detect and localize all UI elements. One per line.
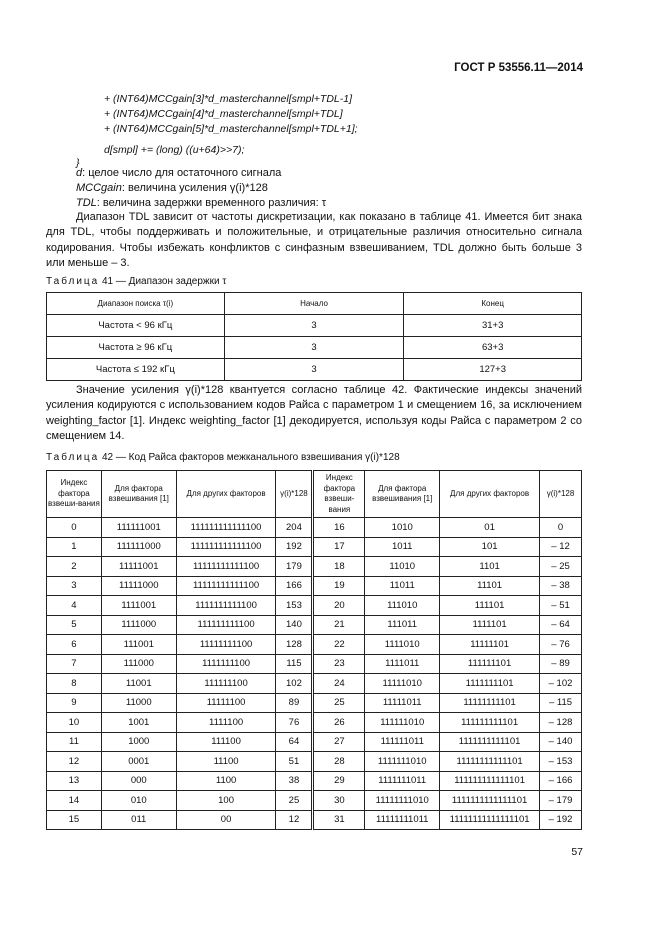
table-cell: – 192: [540, 810, 582, 830]
table-row: [47, 693, 582, 713]
table-row: [47, 713, 582, 733]
table-header-cell: Для фактора взвешивания [1]: [365, 471, 440, 518]
table-cell: 18: [313, 557, 365, 577]
table-cell: – 76: [540, 635, 582, 655]
table-cell: 1: [47, 537, 102, 557]
table-cell: 19: [313, 576, 365, 596]
table-header-cell: Диапазон поиска τ(i): [47, 293, 225, 315]
table-cell: 1001: [101, 713, 176, 733]
table-cell: 14: [47, 791, 102, 811]
table-cell: 30: [313, 791, 365, 811]
table-row: [47, 615, 582, 635]
table-cell: 01: [440, 518, 540, 538]
table-cell: 3: [224, 315, 404, 337]
code-line: }: [76, 157, 80, 169]
document-header: ГОСТ Р 53556.11—2014: [454, 62, 583, 74]
table-cell: 89: [276, 693, 313, 713]
table-cell: – 140: [540, 732, 582, 752]
table-cell: 1111000: [101, 615, 176, 635]
table-cell: 111101: [440, 596, 540, 616]
table-cell: 0: [47, 518, 102, 538]
table42-caption: Таблица 42 — Код Райса факторов межканального взвешивания γ(i)*128: [46, 452, 400, 463]
table-cell: 127+3: [404, 359, 582, 381]
table-cell: 11010: [365, 557, 440, 577]
table-cell: 1101: [440, 557, 540, 577]
code-line: + (INT64)MCCgain[3]*d_masterchannel[smpl+TDL-1]: [104, 93, 353, 105]
table-cell: 17: [313, 537, 365, 557]
table-row: [47, 576, 582, 596]
table-cell: – 102: [540, 674, 582, 694]
table-cell: 128: [276, 635, 313, 655]
table-cell: 1111111111100: [176, 596, 276, 616]
table-cell: – 64: [540, 615, 582, 635]
table-cell: 1011: [365, 537, 440, 557]
table-cell: 179: [276, 557, 313, 577]
table-cell: Частота < 96 кГц: [47, 315, 225, 337]
table-cell: 111100: [176, 732, 276, 752]
table-header-row: [47, 471, 582, 518]
table-row: [47, 359, 582, 381]
table-cell: – 25: [540, 557, 582, 577]
table-42: [46, 470, 582, 830]
table-cell: 1111011: [365, 654, 440, 674]
table-cell: 31: [313, 810, 365, 830]
table-cell: – 51: [540, 596, 582, 616]
table-cell: 11111111111100: [176, 576, 276, 596]
table-cell: 111001: [101, 635, 176, 655]
table-cell: 76: [276, 713, 313, 733]
table-cell: 1111111111111101: [440, 791, 540, 811]
table-cell: 111111101: [440, 654, 540, 674]
table-row: [47, 557, 582, 577]
table-cell: 11111011: [365, 693, 440, 713]
table-cell: – 38: [540, 576, 582, 596]
table-cell: – 128: [540, 713, 582, 733]
code-line: + (INT64)MCCgain[4]*d_masterchannel[smpl+TDL]: [104, 108, 343, 120]
table-cell: 11111001: [101, 557, 176, 577]
table-cell: 1100: [176, 771, 276, 791]
table-cell: 26: [313, 713, 365, 733]
table-row: [47, 635, 582, 655]
table-cell: 5: [47, 615, 102, 635]
table-cell: 11111111111111101: [440, 810, 540, 830]
table-cell: 011: [101, 810, 176, 830]
table-cell: 1111100: [176, 713, 276, 733]
table-header-cell: Для фактора взвешивания [1]: [101, 471, 176, 518]
table-cell: 166: [276, 576, 313, 596]
table-row: [47, 810, 582, 830]
table-cell: – 179: [540, 791, 582, 811]
table-header-cell: γ(i)*128: [276, 471, 313, 518]
table-cell: 38: [276, 771, 313, 791]
table-cell: 3: [224, 359, 404, 381]
table-cell: 0: [540, 518, 582, 538]
table-cell: 27: [313, 732, 365, 752]
table-cell: Частота ≤ 192 кГц: [47, 359, 225, 381]
table-cell: 010: [101, 791, 176, 811]
table-cell: 28: [313, 752, 365, 772]
table-cell: 111011: [365, 615, 440, 635]
table-cell: 1111111111101: [440, 732, 540, 752]
table-cell: 15: [47, 810, 102, 830]
table-cell: 11100: [176, 752, 276, 772]
table-cell: 11111101: [440, 635, 540, 655]
table-cell: – 12: [540, 537, 582, 557]
table-row: [47, 732, 582, 752]
table-cell: 23: [313, 654, 365, 674]
table-cell: 111010: [365, 596, 440, 616]
table-row: [47, 791, 582, 811]
table-row: [47, 315, 582, 337]
table-cell: 24: [313, 674, 365, 694]
table-cell: 11111100: [176, 693, 276, 713]
table-cell: 3: [47, 576, 102, 596]
table-cell: 102: [276, 674, 313, 694]
table-cell: 11: [47, 732, 102, 752]
definition-d: d: целое число для остаточного сигнала: [76, 167, 282, 179]
table-header-cell: Индекс фактора взвеши-вания: [313, 471, 365, 518]
table-cell: 1111111100: [176, 654, 276, 674]
table-cell: 153: [276, 596, 313, 616]
table-cell: 25: [276, 791, 313, 811]
table-row: [47, 518, 582, 538]
table-cell: 11111111100: [176, 635, 276, 655]
table-cell: 9: [47, 693, 102, 713]
table-cell: 11000: [101, 693, 176, 713]
table-cell: 11111111111100: [176, 557, 276, 577]
table-header-cell: Начало: [224, 293, 404, 315]
paragraph-tdl-range: Диапазон TDL зависит от частоты дискретизации, как показано в таблице 41. Имеется бит знака для TDL, чтобы поддерживать и положительные, и отрицательные различия относительно сигнала кодирования. Чтобы избежать конфликтов с синфазным взвешиванием, TDL должно быть больше 3 или меньше – 3.: [46, 211, 582, 269]
table-cell: 11111111101: [440, 693, 540, 713]
table-cell: 00: [176, 810, 276, 830]
table-cell: 11101: [440, 576, 540, 596]
table-cell: 11011: [365, 576, 440, 596]
table-row: [47, 596, 582, 616]
table-cell: 111111111100: [176, 615, 276, 635]
table-header-row: [47, 293, 582, 315]
table-cell: 12: [47, 752, 102, 772]
table-header-cell: Индекс фактора взвеши-вания: [47, 471, 102, 518]
table-cell: 1111101: [440, 615, 540, 635]
code-line: + (INT64)MCCgain[5]*d_masterchannel[smpl+TDL+1];: [104, 123, 358, 135]
table-cell: 25: [313, 693, 365, 713]
table-cell: 1111001: [101, 596, 176, 616]
table-header-cell: Для других факторов: [176, 471, 276, 518]
table-cell: 11111111111101: [440, 752, 540, 772]
table-cell: 63+3: [404, 337, 582, 359]
table-cell: 111111001: [101, 518, 176, 538]
table-cell: 20: [313, 596, 365, 616]
table-header-cell: Для других факторов: [440, 471, 540, 518]
table-cell: 11111000: [101, 576, 176, 596]
table-cell: 1111111010: [365, 752, 440, 772]
table-cell: 64: [276, 732, 313, 752]
table-row: [47, 771, 582, 791]
table-cell: – 89: [540, 654, 582, 674]
table-cell: 111111111101: [440, 713, 540, 733]
table-cell: 31+3: [404, 315, 582, 337]
table41-caption: Таблица 41 — Диапазон задержки τ: [46, 276, 227, 287]
table-cell: 1000: [101, 732, 176, 752]
table-header-cell: γ(i)*128: [540, 471, 582, 518]
table-row: [47, 537, 582, 557]
table-cell: 111111111111100: [176, 518, 276, 538]
paragraph-gain-quantization: Значение усиления γ(i)*128 квантуется согласно таблице 42. Фактические индексы значений усиления кодируются с использованием кодов Райса с параметром 1 и смещением 16, за исключением weighting_factor [1]. Индекс weighting_factor [1] декодируется, используя коды Райса с параметром 2 со смещением 14.: [46, 384, 582, 442]
table-cell: – 166: [540, 771, 582, 791]
table-cell: 11001: [101, 674, 176, 694]
table-cell: 12: [276, 810, 313, 830]
table-cell: 10: [47, 713, 102, 733]
table-cell: 111111111111100: [176, 537, 276, 557]
table-cell: 111111000: [101, 537, 176, 557]
table-cell: 1111010: [365, 635, 440, 655]
table-row: [47, 674, 582, 694]
table-row: [47, 752, 582, 772]
table-cell: 1010: [365, 518, 440, 538]
table-cell: 192: [276, 537, 313, 557]
table-cell: 111111100: [176, 674, 276, 694]
definition-tdl: TDL: величина задержки временного различия: τ: [76, 197, 327, 209]
table-cell: 111111111111101: [440, 771, 540, 791]
table-cell: 1111111101: [440, 674, 540, 694]
table-cell: 3: [224, 337, 404, 359]
table-cell: 2: [47, 557, 102, 577]
table-cell: Частота ≥ 96 кГц: [47, 337, 225, 359]
table-cell: 7: [47, 654, 102, 674]
table-cell: 100: [176, 791, 276, 811]
table-cell: 29: [313, 771, 365, 791]
table-cell: 0001: [101, 752, 176, 772]
table-cell: 8: [47, 674, 102, 694]
table-cell: 4: [47, 596, 102, 616]
table-cell: 111111010: [365, 713, 440, 733]
table-cell: 11111111011: [365, 810, 440, 830]
table-cell: 111111011: [365, 732, 440, 752]
table-row: [47, 337, 582, 359]
code-line: d[smpl] += (long) ((u+64)>>7);: [104, 144, 245, 156]
table-cell: 22: [313, 635, 365, 655]
table-cell: 204: [276, 518, 313, 538]
table-cell: 51: [276, 752, 313, 772]
table-cell: 140: [276, 615, 313, 635]
table-cell: – 153: [540, 752, 582, 772]
table-cell: 21: [313, 615, 365, 635]
table-cell: 000: [101, 771, 176, 791]
table-row: [47, 654, 582, 674]
page-number: 57: [571, 846, 583, 858]
table-cell: 13: [47, 771, 102, 791]
table-41: [46, 292, 582, 381]
table-cell: 111000: [101, 654, 176, 674]
table-cell: 6: [47, 635, 102, 655]
table-cell: 11111010: [365, 674, 440, 694]
table-cell: 115: [276, 654, 313, 674]
table-cell: 16: [313, 518, 365, 538]
table-header-cell: Конец: [404, 293, 582, 315]
table-cell: 101: [440, 537, 540, 557]
table-cell: – 115: [540, 693, 582, 713]
table-cell: 11111111010: [365, 791, 440, 811]
table-cell: 1111111011: [365, 771, 440, 791]
definition-mccgain: MCCgain: величина усиления γ(i)*128: [76, 182, 268, 194]
